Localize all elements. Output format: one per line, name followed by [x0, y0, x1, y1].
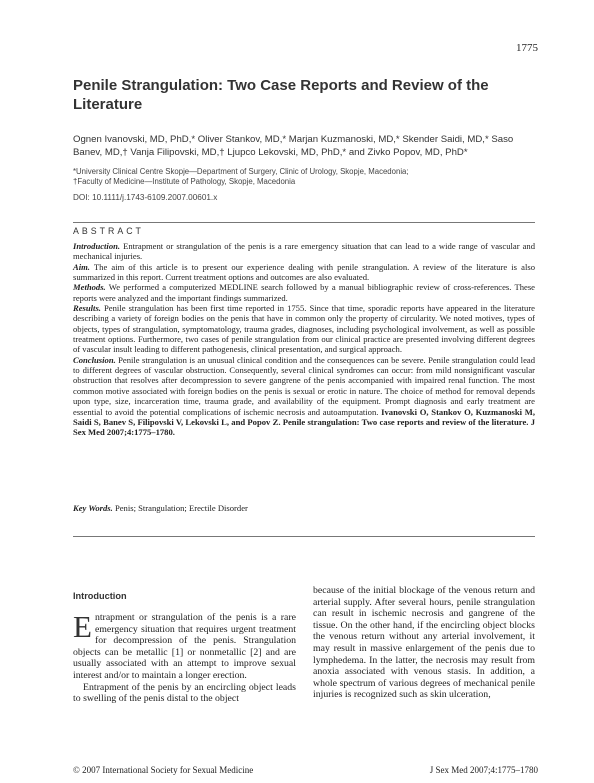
abstract-results [73, 303, 535, 355]
affiliation-1: *University Clinical Centre Skopje—Department of Surgery, Clinic of Urology, Skopje, Macedonia; [73, 167, 409, 176]
abstract-text: We performed a computerized MEDLINE search followed by a manual bibliographic review of cross-references. These reports were analyzed and the important findings summarized. [73, 282, 535, 303]
abstract-body [73, 241, 535, 438]
abstract-text: Entrapment or strangulation of the penis is a rare emergency situation that can lead to a wide range of vascular and mechanical injuries. [73, 241, 535, 262]
intro-paragraph-1 [73, 609, 296, 682]
abstract-label: Methods. [73, 282, 106, 293]
intro-paragraph-2: Entrapment of the penis by an encircling object leads to swelling of the penis distal to the object [73, 681, 296, 705]
body-column-left [73, 609, 296, 705]
citation: Ivanovski O, Stankov O, Kuzmanoski M, Saidi S, Banev S, Filipovski V, Lekovski L, and Popov Z. Penile strangulation: Two case reports and review of the literature. J Sex Med 2007;4:1775–1780. [73, 406, 536, 438]
abstract-heading: ABSTRACT [73, 226, 144, 236]
journal-citation-footer: J Sex Med 2007;4:1775–1780 [429, 765, 538, 775]
abstract-label: Introduction. [73, 241, 121, 251]
abstract-methods [73, 282, 535, 303]
affiliation-2: †Faculty of Medicine—Institute of Pathology, Skopje, Macedonia [73, 177, 296, 186]
section-heading-introduction: Introduction [73, 591, 127, 601]
keywords [73, 503, 535, 513]
intro-paragraph-1-text: ntrapment or strangulation of the penis is a rare emergency situation that requires urgent treatment for decompression of the penis. Strangulation objects can be metallic [1] or nonmetallic [2] and are usually associated with an attempt to improve sexual interest and/or to maintain a longer erection. [73, 612, 296, 681]
drop-cap: E [73, 609, 92, 644]
abstract-top-rule [73, 222, 535, 223]
keywords-label: Key Words. [73, 503, 113, 513]
abstract-aim [73, 262, 535, 283]
abstract-label: Conclusion. [73, 354, 116, 365]
abstract-label: Aim. [73, 261, 90, 272]
doi: DOI: 10.1111/j.1743-6109.2007.00601.x [73, 193, 218, 202]
keywords-text: Penis; Strangulation; Erectile Disorder [114, 503, 248, 513]
abstract-label: Results. [73, 303, 101, 314]
article-title: Penile Strangulation: Two Case Reports and Review of the Literature [73, 77, 489, 113]
body-column-right [313, 585, 535, 701]
affiliations [73, 167, 543, 187]
abstract-conclusion [73, 355, 535, 438]
author-list: Ognen Ivanovski, MD, PhD,* Oliver Stankov, MD,* Marjan Kuzmanoski, MD,* Skender Saidi, MD,* Saso Banev, MD,† Vanja Filipovski, MD,† Ljupco Lekovski, MD, PhD,* and Zivko Popov, MD, PhD* [73, 134, 514, 158]
intro-paragraph-continued: because of the initial blockage of the venous return and arterial supply. After several hours, penile strangulation can result in ischemic necrosis and gangrene of the tissue. On the other hand, if the encircling object blocks the venous return without any arterial involvement, it may result in massive enlargement of the penis due to lymphedema. In the latter, the necrosis may result from anoxia associated with venous stasis. In addition, a whole spectrum of various degrees of mechanical penile injuries is recognized such as skin ulceration, [313, 585, 535, 701]
abstract-text: The aim of this article is to present our experience dealing with penile strangulation. A review of the literature is also summarized in this report. Current treatment options and outcomes are also evaluated. [73, 261, 535, 283]
abstract-text: Penile strangulation is an unusual clinical condition and the consequences can be severe. Penile strangulation could lead to different degrees of vascular obstruction. Consequently, several clinical syndromes can occur: from mild nonsignificant vascular obstruction that resolves after decompression to severe gangrene of the penis accompanied with impaired renal function. The most common motive associated with foreign bodies on the penis is sexual or erotic in nature. The choice of method for removal depends upon type, size, incarceration time, trauma grade, and availability of the equipment. Prompt diagnosis and early treatment are essential to avoid the potential complications of ischemic necrosis and autoamputation. [73, 354, 535, 417]
abstract-text: Penile strangulation has been first time reported in 1755. Since that time, sporadic reports have appeared in the literature describing a variety of foreign bodies on the penis that have in common only the property of circularity. We noted motives, types of objects, types of strangulation, symptomatology, trauma grades, diagnoses, including psychological involvement, as well as possible treatment options. Furthermore, two cases of penile strangulation from our clinical practice are presented involving different degrees of vascular insult leading to different pathogenesis, clinical presentation, and surgical approach. [73, 303, 535, 355]
abstract-bottom-rule [73, 536, 535, 537]
copyright-footer: © 2007 International Society for Sexual Medicine [73, 765, 254, 775]
abstract-introduction [73, 241, 535, 262]
page-number: 1775 [516, 42, 538, 54]
